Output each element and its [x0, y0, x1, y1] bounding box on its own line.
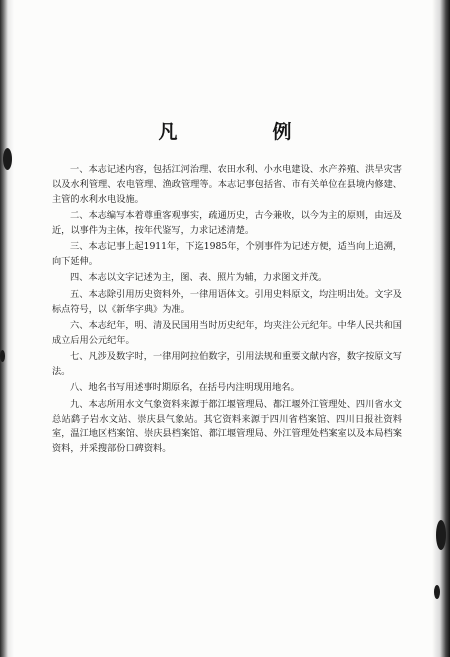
convention-item-2: 二、本志编写本着尊重客观事实，疏通历史，古今兼收，以今为主的原则，由远及近，以事件为主体，按年代鉴写，力求记述清楚。 — [52, 209, 402, 236]
scan-blot — [436, 520, 446, 550]
scan-edge-left — [0, 0, 14, 657]
convention-item-8: 八、地名书写用述事时期原名，在括号内注明现用地名。 — [70, 382, 300, 394]
conventions-body — [52, 163, 402, 458]
convention-item-7: 七、凡涉及数字时，一律用阿拉伯数字，引用法规和重要文献内容，数字按原文写法。 — [52, 351, 402, 377]
page-title: 凡 例 — [158, 121, 330, 143]
scan-blot — [0, 350, 5, 362]
scan-blot — [3, 148, 12, 170]
scan-blot — [434, 585, 440, 599]
convention-item-1: 一、本志记述内容，包括江河治理、农田水利、小水电建设、水产养殖、洪旱灾害以及水利管理、农电管理、渔政管理等。本志记事包括省、市有关单位在县境内修建、主管的水利水电设施。 — [52, 164, 402, 205]
scan-edge-right — [432, 0, 450, 657]
convention-item-6: 六、本志纪年，明、清及民国用当时历史纪年，均夹注公元纪年。中华人民共和国成立后用公元纪年。 — [52, 319, 402, 346]
convention-item-9: 九、本志所用水文气象资料来源于都江堰管理局、都江堰外江管理处、四川省水文总站鹞子岩水文站、崇庆县气象站。其它资料来源于四川省档案馆、四川日报社资料室，温江地区档案馆、崇庆县档案馆、都江堰管理局、外江管理处档案室以及本局档案资料，并采搜部份口碑资料。 — [52, 398, 402, 455]
convention-item-3: 三、本志记事上起1911年，下迄1985年，个别事件为记述方便，适当向上追溯，向下延伸。 — [52, 241, 402, 267]
convention-item-5: 五、本志除引用历史资料外，一律用语体文。引用史料原文，均注明出处。文字及标点符号，以《新华字典》为准。 — [52, 288, 402, 315]
convention-item-4: 四、本志以文字记述为主，图、表、照片为辅，力求图文并茂。 — [70, 272, 328, 284]
